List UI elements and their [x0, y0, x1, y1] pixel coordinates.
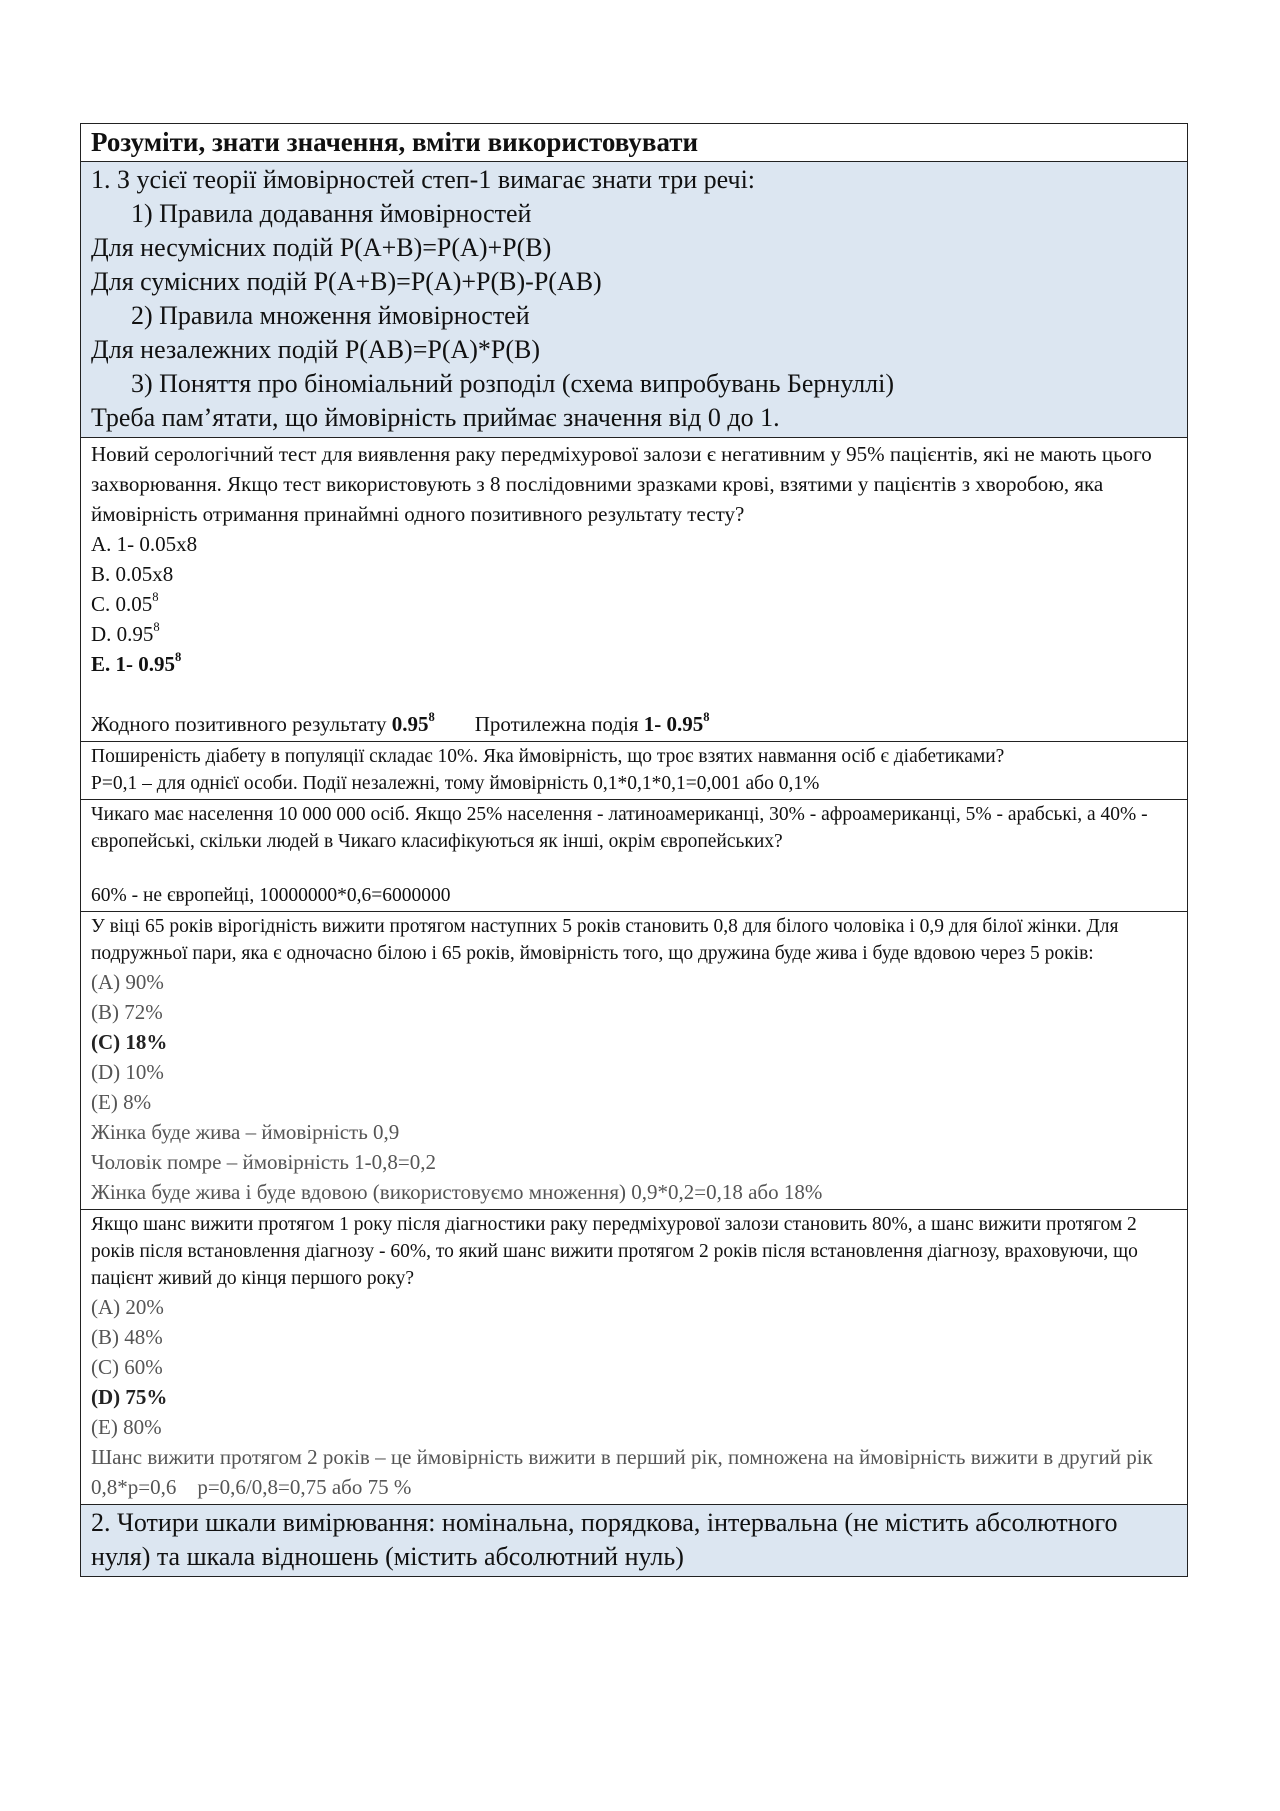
question-5 [81, 1209, 1187, 1504]
question-5-option-e: (E) 80% [91, 1415, 162, 1439]
answer-2-number: 1- 0.95 [643, 712, 704, 736]
question-4-option-c: (C) 18% [91, 1030, 168, 1054]
exponent: 8 [153, 620, 160, 635]
rule-3-title: 3) Поняття про біноміальний розподіл (схема випробувань Бернуллі) [131, 369, 895, 398]
exponent: 8 [152, 590, 159, 605]
question-5-explanation-1: Шанс вижити протягом 2 років – це ймовірність вижити в перший рік, помножена на ймовірність вижити в другий рік [91, 1445, 1153, 1469]
question-1-option-d [91, 619, 1177, 649]
spacer [91, 855, 1177, 882]
section-1 [81, 161, 1187, 437]
question-4-option-e: (E) 8% [91, 1090, 152, 1114]
question-5-explanation-2: 0,8*p=0,6 p=0,6/0,8=0,75 або 75 % [91, 1475, 412, 1499]
question-1-option-a: A. 1- 0.05x8 [91, 532, 198, 556]
rule-1-title: 1) Правила додавання ймовірностей [131, 199, 532, 228]
table-header [81, 124, 1187, 161]
question-2-answer: P=0,1 – для однієї особи. Події незалежні, тому ймовірність 0,1*0,1*0,1=0,001 або 0,1% [91, 773, 820, 794]
section-1-intro: 1. З усієї теорії ймовірностей степ-1 вимагає знати три речі: [91, 165, 756, 194]
rule-2-a: Для незалежних подій P(AB)=P(A)*P(B) [91, 335, 541, 364]
option-c-text: C. 0.05 [91, 592, 153, 616]
question-2 [81, 741, 1187, 799]
option-d-text: D. 0.95 [91, 622, 154, 646]
question-4-option-a: (A) 90% [91, 970, 164, 994]
question-5-text: Якщо шанс вижити протягом 1 року після діагностики раку передміхурової залози становить 80%, а шанс вижити протягом 2 років після встановлення діагнозу - 60%, то який шанс вижити протягом 2 років після встановлення діагнозу, враховуючи, що пацієнт живий до кінця першого року? [91, 1214, 1138, 1289]
question-4-explanation-3: Жінка буде жива і буде вдовою (використовуємо множення) 0,9*0,2=0,18 або 18% [91, 1180, 823, 1204]
answer-2-value [644, 712, 710, 736]
question-1-option-c [91, 589, 1177, 619]
question-1-answer [91, 709, 1177, 739]
question-1-text: Новий серологічний тест для виявлення раку передміхурової залози є негативним у 95% пацієнтів, які не мають цього захворювання. Якщо тест використовують з 8 послідовними зразками крові, взятими у пацієнтів з хворобою, яка ймовірність отримання принаймні одного позитивного результату тесту? [91, 442, 1152, 526]
question-4-explanation-2: Чоловік помре – ймовірність 1-0,8=0,2 [91, 1150, 437, 1174]
question-5-option-b: (B) 48% [91, 1325, 163, 1349]
option-e-text: E. 1- 0.95 [91, 652, 175, 676]
spacer [91, 679, 1177, 709]
question-1-option-e [91, 649, 1177, 679]
exponent: 8 [175, 650, 182, 665]
answer-1-value [392, 712, 435, 736]
study-table [80, 123, 1188, 1577]
question-4 [81, 911, 1187, 1209]
question-4-option-b: (B) 72% [91, 1000, 163, 1024]
answer-1-number: 0.95 [391, 712, 429, 736]
exponent: 8 [703, 710, 710, 725]
question-2-text: Поширеність діабету в популяції складає 10%. Яка ймовірність, що троє взятих навмання осіб є діабетиками? [91, 746, 1005, 767]
rule-1-a: Для несумісних подій P(A+B)=P(A)+P(B) [91, 233, 552, 262]
question-3 [81, 799, 1187, 911]
question-4-explanation-1: Жінка буде жива – ймовірність 0,9 [91, 1120, 400, 1144]
header-title: Розуміти, знати значення, вміти використовувати [91, 127, 699, 157]
question-5-option-c: (C) 60% [91, 1355, 163, 1379]
question-5-option-d: (D) 75% [91, 1385, 168, 1409]
question-4-text: У віці 65 років вірогідність вижити протягом наступних 5 років становить 0,8 для білого чоловіка і 0,9 для білої жінки. Для подружньої пари, яка є одночасно білою і 65 років, ймовірність того, що дружина буде жива і буде вдовою через 5 років: [91, 916, 1119, 964]
question-3-text: Чикаго має населення 10 000 000 осіб. Якщо 25% населення - латиноамериканці, 30% - афроамериканці, 5% - арабські, а 40% - європейські, скільки людей в Чикаго класифікуються як інші, окрім європейських? [91, 804, 1148, 852]
section-2-text: 2. Чотири шкали вимірювання: номінальна, порядкова, інтервальна (не містить абсолютного нуля) та шкала відношень (містить абсолютний нуль) [91, 1508, 1118, 1571]
question-5-option-a: (A) 20% [91, 1295, 164, 1319]
question-1 [81, 437, 1187, 741]
answer-1-label: Жодного позитивного результату [91, 712, 387, 736]
exponent: 8 [428, 710, 435, 725]
question-3-answer: 60% - не європейці, 10000000*0,6=6000000 [91, 885, 451, 906]
rule-2-title: 2) Правила множення ймовірностей [131, 301, 530, 330]
question-4-option-d: (D) 10% [91, 1060, 164, 1084]
answer-2-label: Протилежна подія [474, 712, 639, 736]
section-1-note: Треба пам’ятати, що ймовірність приймає значення від 0 до 1. [91, 403, 780, 432]
question-1-option-b: B. 0.05x8 [91, 562, 174, 586]
rule-1-b: Для сумісних подій P(A+B)=P(A)+P(B)-P(AB) [91, 267, 602, 296]
section-2 [81, 1504, 1187, 1576]
